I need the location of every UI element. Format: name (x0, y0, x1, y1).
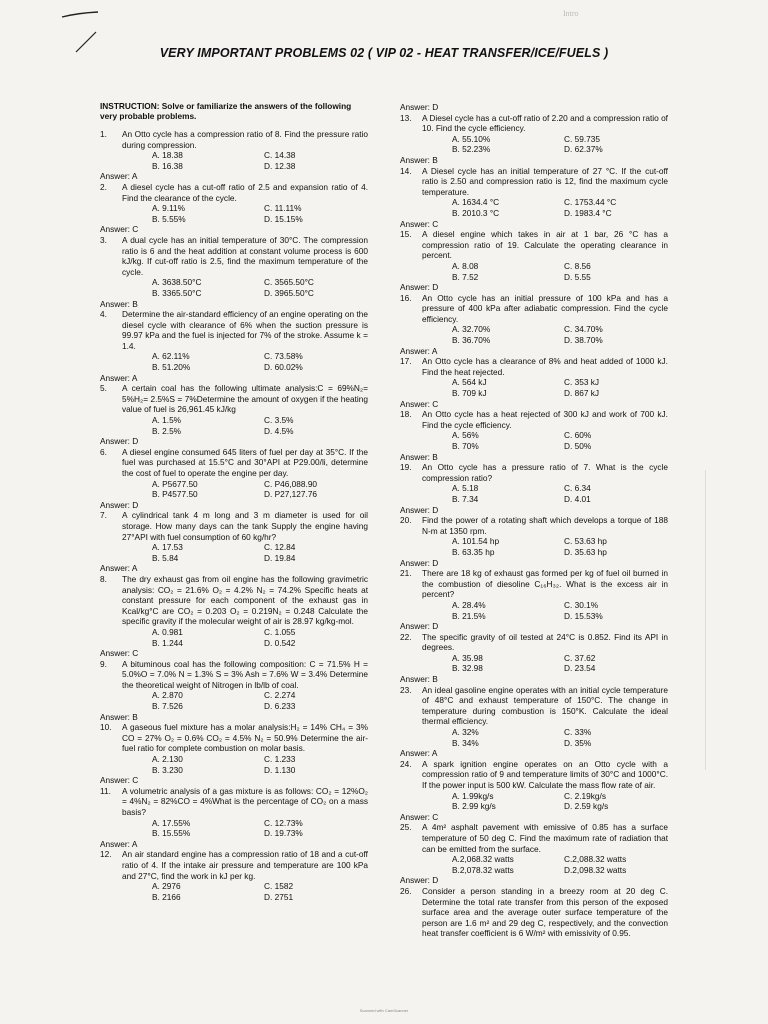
answer-options (122, 277, 368, 298)
answer-options (422, 854, 668, 875)
question-answer: Answer: B (400, 154, 438, 165)
answer-options (122, 542, 368, 563)
question-item (100, 786, 368, 839)
answer-option: A. 17.55% (152, 817, 191, 828)
corner-mark: Intro (563, 9, 579, 18)
answer-option: C. P46,088.90 (264, 478, 318, 489)
question-answer: Answer: C (400, 398, 439, 409)
question-text: A spark ignition engine operates on an Otto cycle with a compression ratio of 9 and temperature limits of 30°C and 1000°C. If the power input is 500 kW. Calculate the mass flow rate of air. (422, 758, 668, 790)
answer-option: A. 32% (452, 727, 479, 738)
answer-option: D. 1.130 (264, 764, 296, 775)
answer-options (122, 203, 368, 224)
answer-options (122, 818, 368, 839)
answer-options (122, 415, 368, 436)
question-item (400, 685, 668, 749)
question-answer: Answer: C (100, 648, 139, 659)
answer-option: A. 2.870 (152, 690, 183, 701)
answer-options (122, 881, 368, 902)
answer-option: A. 2976 (152, 881, 181, 892)
question-item (400, 568, 668, 621)
question-text: An Otto cycle has a heat rejected of 300 kJ and work of 700 kJ. Find the cycle efficiency. (422, 409, 668, 430)
answer-option: B. 2166 (152, 891, 181, 902)
answer-option: C. 353 kJ (564, 377, 600, 388)
answer-options (422, 134, 668, 155)
answer-options (422, 197, 668, 218)
answer-option: C.2,088.32 watts (564, 854, 627, 865)
answer-option: D. 12.38 (264, 160, 296, 171)
question-text: The dry exhaust gas from oil engine has the following gravimetric analysis: CO₂ = 21.6% O₂ = 4.2% N₂ = 74.2% Specific heats at constant pressure for each component of the exhaust gas in Kcal/kg°C are CO₂ = 0.203 O₂ = 0.219N₂ = 0.248 Calculate the specific gravity if the molecular weight of air is 28.97 kg/kg-mol. (122, 573, 368, 627)
question-item (400, 822, 668, 875)
answer-option: B. 51.20% (152, 362, 191, 373)
answer-option: D. 867 kJ (564, 388, 600, 399)
answer-option: D. 0.542 (264, 637, 296, 648)
answer-option: D. 60.02% (264, 362, 303, 373)
question-number: 13. (400, 112, 412, 123)
answer-option: D. 2.59 kg/s (564, 801, 609, 812)
question-answer: Answer: D (400, 282, 439, 293)
question-item (400, 293, 668, 346)
question-answer: Answer: A (400, 748, 438, 759)
question-answer: Answer: D (100, 499, 139, 510)
answer-option: C. 1.055 (264, 626, 296, 637)
answer-option: D. 6.233 (264, 701, 296, 712)
question-answer: Answer: D (400, 621, 439, 632)
answer-option: A. 2.130 (152, 754, 183, 765)
answer-option: D. 5.55 (564, 271, 591, 282)
answer-option: B. 2.5% (152, 425, 182, 436)
question-item (400, 462, 668, 504)
answer-options (122, 351, 368, 372)
answer-options (122, 754, 368, 775)
question-answer: Answer: C (400, 811, 439, 822)
answer-option: B. 21.5% (452, 610, 486, 621)
question-number: 8. (100, 573, 107, 584)
question-text: The specific gravity of oil tested at 24°C is 0.852. Find its API in degrees. (422, 631, 668, 653)
answer-option: B. 2.99 kg/s (452, 801, 496, 812)
answer-option: C. 30.1% (564, 599, 599, 610)
question-item (400, 409, 668, 451)
question-answer: Answer: B (400, 451, 438, 462)
answer-options (422, 536, 668, 557)
answer-option: D. 15.15% (264, 213, 303, 224)
question-answer: Answer: A (100, 171, 138, 182)
answer-option: B. 709 kJ (452, 388, 487, 399)
question-text: Find the power of a rotating shaft which develops a torque of 188 N-m at 1350 rpm. (422, 515, 668, 536)
question-number: 11. (100, 785, 111, 796)
answer-option: C. 2.19kg/s (564, 790, 606, 801)
answer-options (422, 600, 668, 621)
question-text: A 4m² asphalt pavement with emissive of 0.85 has a surface temperature of 50 deg C. Find the maximum rate of radiation that can be emitted from the surface. (422, 822, 668, 854)
question-item (100, 722, 368, 775)
answer-option: D. 3965.50°C (264, 287, 314, 298)
question-number: 1. (100, 129, 107, 139)
answer-option: A. 564 kJ (452, 377, 487, 388)
answer-option: D. 23.54 (564, 663, 596, 674)
answer-option: B. 3365.50°C (152, 287, 202, 298)
question-number: 15. (400, 229, 412, 240)
question-item (400, 515, 668, 557)
question-item (100, 182, 368, 224)
question-item (400, 886, 668, 939)
answer-options (422, 483, 668, 504)
answer-option: A. 28.4% (452, 599, 486, 610)
question-text: An air standard engine has a compression ratio of 18 and a cut-off ratio of 4. If the intake air pressure and temperature are 100 kPa and 27°C, find the work in kJ per kg. (122, 849, 368, 881)
question-item (100, 659, 368, 712)
answer-option: D. 50% (564, 441, 592, 451)
answer-options (122, 479, 368, 500)
answer-option: B. 52.23% (452, 144, 491, 155)
question-item (100, 447, 368, 500)
answer-option: A. 32.70% (452, 324, 491, 335)
question-text: A diesel engine which takes in air at 1 bar, 26 °C has a compression ratio of 19. Calculate the operating clearance in percent. (422, 229, 668, 261)
question-text: A diesel cycle has a cut-off ratio of 2.5 and expansion ratio of 4. Find the clearance of the cycle. (122, 181, 368, 203)
question-answer: Answer: D (400, 875, 439, 886)
question-number: 16. (400, 292, 412, 303)
answer-option: C. 3.5% (264, 415, 294, 426)
answer-option: A. 101.54 hp (452, 536, 500, 547)
question-answer: Answer: D (400, 557, 439, 568)
scanner-footer: Scanned with CamScanner (359, 1008, 409, 1013)
answer-option: D.2,098.32 watts (564, 864, 627, 875)
answer-option: C. 53.63 hp (564, 536, 607, 547)
answer-option: C. 14.38 (264, 150, 296, 161)
answer-option: A. 0.981 (152, 626, 183, 637)
answer-option: A. P5677.50 (152, 478, 198, 489)
question-text: Determine the air-standard efficiency of an engine operating on the diesel cycle with clearance of 6% when the suction pressure is 99.97 kPa and the fuel is injected for 7% of the stroke. Assume k = 1.4. (122, 309, 368, 351)
answer-option: C. 11.11% (264, 203, 302, 214)
question-text: Consider a person standing in a breezy room at 20 deg C. Determine the total rate transfer from this person of the exposed surface area and the average outer surface temperature of the person are 1.6 m² and 29 deg C, respectively, and the convection heat transfer coefficient is 6 W/m² with emissivity of 0.95. (422, 885, 668, 939)
question-number: 3. (100, 234, 107, 245)
answer-option: A. 8.08 (452, 260, 479, 271)
question-number: 24. (400, 758, 412, 769)
question-number: 5. (100, 383, 107, 394)
answer-option: B. 36.70% (452, 335, 491, 346)
question-number: 18. (400, 409, 412, 420)
question-number: 2. (100, 181, 107, 192)
question-number: 19. (400, 462, 412, 473)
answer-option: B. 7.526 (152, 701, 183, 712)
answer-option: A. 55.10% (452, 133, 491, 144)
question-item (100, 849, 368, 902)
answer-option: B. 34% (452, 737, 479, 748)
question-number: 25. (400, 822, 412, 833)
question-number: 7. (100, 510, 107, 521)
question-answer: Answer: B (100, 711, 138, 722)
answer-option: C. 6.34 (564, 483, 591, 494)
question-answer: Answer: D (100, 436, 139, 447)
question-item (100, 309, 368, 373)
answer-option: A.2,068.32 watts (452, 854, 514, 865)
question-answer: Answer: B (400, 674, 438, 685)
answer-option: B. P4577.50 (152, 489, 198, 500)
answer-option: D. 19.73% (264, 828, 303, 839)
answer-option: D. 4.5% (264, 425, 294, 436)
question-number: 6. (100, 446, 107, 457)
question-text: A Diesel cycle has an initial temperature of 27 °C. If the cut-off ratio is 2.50 and compression ratio is 12, find the maximum cycle temperature. (422, 165, 668, 197)
question-text: A diesel engine consumed 645 liters of fuel per day at 35°C. If the fuel was purchased at 15.5°C and 30°API at P29.00/li, determine the cost of fuel to operate the engine per day. (122, 446, 368, 478)
answer-option: C. 12.84 (264, 542, 296, 553)
answer-option: D. 15.53% (564, 610, 603, 621)
answer-options (122, 150, 368, 171)
left-column (100, 101, 368, 902)
answer-option: C. 37.62 (564, 652, 596, 663)
answer-option: C. 1.233 (264, 754, 296, 765)
answer-option: C. 8.56 (564, 260, 591, 271)
question-text: An Otto cycle has a pressure ratio of 7. What is the cycle compression ratio? (422, 462, 668, 483)
page-title: VERY IMPORTANT PROBLEMS 02 ( VIP 02 - HEAT TRANSFER/ICE/FUELS ) (159, 46, 609, 60)
question-item (400, 113, 668, 155)
question-answer: Answer: C (100, 224, 139, 235)
question-number: 20. (400, 515, 412, 526)
question-number: 9. (100, 658, 107, 669)
answer-option: C. 59.735 (564, 133, 600, 144)
pen-mark (60, 10, 100, 20)
answer-option: B. 16.38 (152, 160, 183, 171)
instruction-text: INSTRUCTION: Solve or familiarize the answers of the following very probable problems. (100, 101, 352, 121)
answer-options (122, 627, 368, 648)
answer-options (422, 261, 668, 282)
answer-option: D. 62.37% (564, 144, 603, 155)
answer-option: D. 2751 (264, 891, 294, 902)
answer-option: C. 2.274 (264, 690, 296, 701)
answer-option: C. 60% (564, 430, 592, 441)
question-number: 12. (100, 849, 112, 860)
answer-option: B. 63.35 hp (452, 546, 495, 557)
question-answer: Answer: A (100, 563, 138, 574)
answer-option: B. 3.230 (152, 764, 183, 775)
answer-option: C. 34.70% (564, 324, 603, 335)
question-item (100, 129, 368, 171)
question-number: 4. (100, 309, 107, 320)
answer-option: D. P27,127.76 (264, 489, 318, 500)
question-item (100, 383, 368, 436)
question-answer: Answer: D (400, 102, 439, 112)
answer-option: B. 70% (452, 441, 479, 451)
answer-options (422, 791, 668, 812)
question-text: An ideal gasoline engine operates with an initial cycle temperature of 48°C and exhaust temperature of 150°C. The change in temperature during combustion is 150°K. Calculate the ideal thermal efficiency. (422, 684, 668, 727)
answer-option: B. 5.84 (152, 552, 179, 563)
answer-options (122, 690, 368, 711)
answer-option: A. 5.18 (452, 483, 479, 494)
question-answer: Answer: A (100, 838, 138, 849)
question-answer: Answer: B (100, 298, 138, 309)
answer-option: C. 3565.50°C (264, 277, 314, 288)
question-answer: Answer: D (400, 504, 439, 515)
question-number: 23. (400, 684, 412, 695)
question-text: A bituminous coal has the following composition: C = 71.5% H = 5.0%O = 7.0% N = 1.3% S = 3% Ash = 7.6% W = 3.4% Determine the theoretical weight of Nitrogen in lb/lb of coal. (122, 658, 368, 690)
question-number: 21. (400, 568, 412, 579)
answer-option: B. 1.244 (152, 637, 183, 648)
question-text: A volumetric analysis of a gas mixture is as follows: CO₂ = 12%O₂ = 4%N₂ = 82%CO = 4%What is the percentage of CO₂ on a mass basis? (122, 785, 368, 817)
answer-option: A. 17.53 (152, 542, 183, 553)
question-item (100, 235, 368, 299)
answer-option: B. 2010.3 °C (452, 207, 500, 218)
question-answer: Answer: C (400, 218, 439, 229)
question-text: An Otto cycle has a compression ratio of 8. Find the pressure ratio during compression. (122, 129, 368, 150)
question-text: A dual cycle has an initial temperature of 30°C. The compression ratio is 6 and the heat addition at constant volume process is 600 kJ/kg. If cut-off ratio is 2.5, find the maximum temperature of the cycle. (122, 234, 368, 277)
question-text: An Otto cycle has a clearance of 8% and heat added of 1000 kJ. Find the heat rejected. (422, 356, 668, 377)
right-column (400, 102, 668, 939)
answer-option: D. 19.84 (264, 552, 296, 563)
answer-option: C. 12.73% (264, 817, 303, 828)
question-answer: Answer: A (100, 372, 138, 383)
question-item (100, 510, 368, 563)
answer-option: D. 38.70% (564, 335, 603, 346)
question-text: A certain coal has the following ultimate analysis:C = 69%N₂= 5%H₂= 2.5%S = 7%Determine the amount of oxygen if the heating value of fuel is 26,961.45 kJ/kg (122, 383, 368, 415)
answer-option: B. 32.98 (452, 663, 483, 674)
question-number: 10. (100, 722, 112, 733)
question-item (400, 229, 668, 282)
question-item (400, 759, 668, 812)
answer-option: D. 1983.4 °C (564, 207, 612, 218)
question-number: 14. (400, 165, 412, 176)
answer-option: A. 1634.4 °C (452, 197, 500, 208)
answer-option: A. 9.11% (152, 203, 186, 214)
question-text: There are 18 kg of exhaust gas formed per kg of fuel oil burned in the combustion of diesoline C₁₆H₃₂. What is the excess air in percent? (422, 568, 668, 600)
answer-option: A. 3638.50°C (152, 277, 202, 288)
question-item (400, 166, 668, 219)
answer-option: A. 1.5% (152, 415, 182, 426)
answer-option: C. 1753.44 °C (564, 197, 617, 208)
answer-option: B. 15.55% (152, 828, 191, 839)
answer-options (422, 324, 668, 345)
question-item (100, 574, 368, 648)
question-number: 17. (400, 356, 412, 367)
question-answer: Answer: C (100, 775, 139, 786)
answer-option: A. 18.38 (152, 150, 183, 161)
answer-option: C. 1582 (264, 881, 294, 892)
question-text: A gaseous fuel mixture has a molar analysis:H₂ = 14% CH₄ = 3% CO = 27% O₂ = 0.6% CO₂ = 4.5% N₂ = 50.9% Determine the air-fuel ratio for complete combustion on molar basis. (122, 722, 368, 754)
answer-options (422, 727, 668, 748)
page-edge-shadow (705, 470, 706, 770)
answer-option: C. 73.58% (264, 351, 303, 362)
answer-options (422, 430, 668, 451)
question-item (400, 632, 668, 674)
question-item (400, 356, 668, 398)
question-text: A Diesel cycle has a cut-off ratio of 2.20 and a compression ratio of 10. Find the cycle efficiency. (422, 112, 668, 134)
answer-option: D. 35.63 hp (564, 546, 607, 557)
answer-option: D. 4.01 (564, 493, 591, 504)
question-number: 22. (400, 631, 412, 642)
answer-option: B. 7.34 (452, 493, 479, 504)
answer-option: B.2,078.32 watts (452, 864, 514, 875)
question-text: An Otto cycle has an initial pressure of 100 kPa and has a pressure of 400 kPa after adiabatic compression. Find the cycle efficiency. (422, 292, 668, 324)
question-number: 26. (400, 885, 412, 896)
answer-options (422, 377, 668, 398)
answer-option: A. 35.98 (452, 652, 483, 663)
answer-option: A. 62.11% (152, 351, 190, 362)
answer-option: A. 56% (452, 430, 479, 441)
question-answer: Answer: A (400, 345, 438, 356)
answer-option: D. 35% (564, 737, 592, 748)
question-text: A cylindrical tank 4 m long and 3 m diameter is used for oil storage. How many days can the tank Supply the engine having 27°API with fuel consumption of 60 kg/hr? (122, 510, 368, 542)
answer-option: C. 33% (564, 727, 592, 738)
answer-option: B. 7.52 (452, 271, 479, 282)
answer-options (422, 653, 668, 674)
answer-option: A. 1.99kg/s (452, 790, 494, 801)
answer-option: B. 5.55% (152, 213, 186, 224)
